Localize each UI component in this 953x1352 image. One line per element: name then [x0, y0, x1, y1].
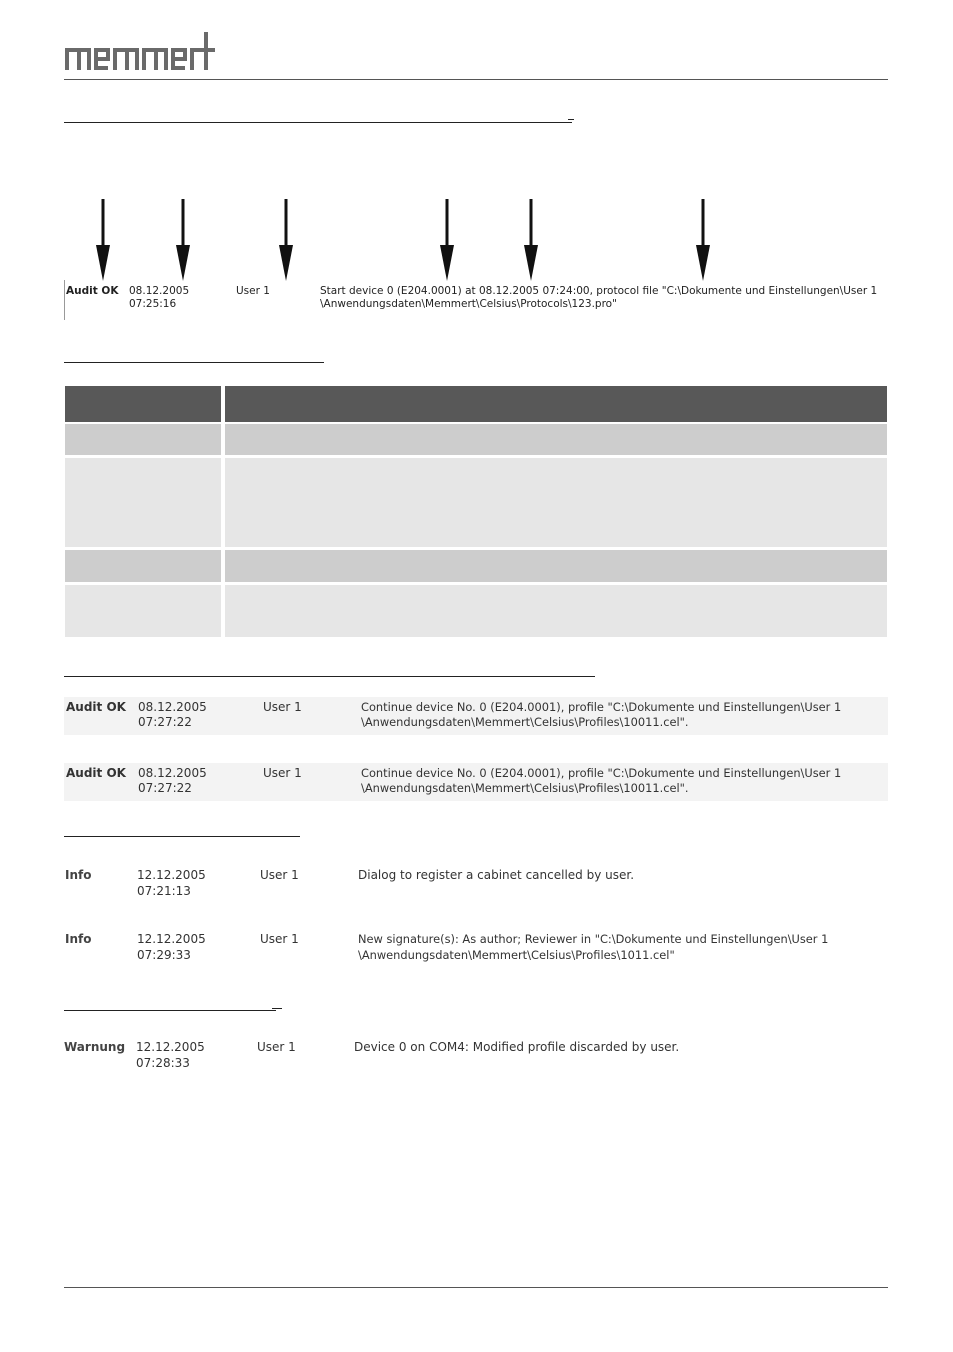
arrow-down-icon	[524, 199, 538, 281]
section-heading-line	[64, 836, 300, 837]
arrow-down-icon	[440, 199, 454, 281]
table-cell	[225, 585, 887, 637]
table-header-cell	[65, 386, 221, 422]
memmert-logo	[64, 30, 216, 72]
audit-message-line1: Continue device No. 0 (E204.0001), profile "C:\Dokumente und Einstellungen\User 1	[361, 700, 842, 714]
audit-type: Audit OK	[66, 766, 126, 780]
table-cell	[65, 585, 221, 637]
warning-user: User 1	[257, 1040, 296, 1054]
info-user: User 1	[260, 932, 299, 946]
info-message-line1: Dialog to register a cabinet cancelled by user.	[358, 868, 635, 882]
entry-figure-left-border	[64, 280, 65, 320]
audit-date: 08.12.2005	[138, 700, 207, 714]
entry-user: User 1	[236, 285, 270, 297]
table-cell	[65, 424, 221, 455]
section-heading-line-tail	[568, 119, 574, 120]
table-cell	[225, 424, 887, 455]
info-date: 12.12.2005	[137, 868, 206, 882]
info-message-line1: New signature(s): As author; Reviewer in "C:\Dokumente und Einstellungen\User 1	[358, 932, 829, 946]
table-row	[65, 585, 887, 637]
table-cell	[65, 550, 221, 582]
table-row	[65, 550, 887, 582]
info-type: Info	[65, 932, 92, 946]
arrow-down-icon	[696, 199, 710, 281]
arrow-down-icon	[279, 199, 293, 281]
table-row	[65, 458, 887, 547]
entry-date: 08.12.2005	[129, 285, 190, 297]
warning-type: Warnung	[64, 1040, 126, 1054]
section-heading-line	[64, 362, 324, 363]
audit-user: User 1	[263, 700, 302, 714]
entry-message-line2: \Anwendungsdaten\Memmert\Celsius\Protocols\123.pro"	[320, 298, 617, 310]
entry-time: 07:25:16	[129, 298, 177, 310]
section-heading-line	[64, 676, 595, 677]
info-message-line2: \Anwendungsdaten\Memmert\Celsius\Profiles\1011.cel"	[358, 948, 675, 962]
section-heading-line-tail	[272, 1008, 282, 1009]
audit-message-line2: \Anwendungsdaten\Memmert\Celsius\Profiles\10011.cel".	[361, 715, 689, 729]
table-cell	[225, 550, 887, 582]
info-time: 07:29:33	[137, 948, 191, 962]
info-type: Info	[65, 868, 92, 882]
warning-time: 07:28:33	[136, 1056, 190, 1070]
warning-message-line1: Device 0 on COM4: Modified profile discarded by user.	[354, 1040, 680, 1054]
table-cell	[65, 458, 221, 547]
audit-date: 08.12.2005	[138, 766, 207, 780]
entry-message-line1: Start device 0 (E204.0001) at 08.12.2005 07:24:00, protocol file "C:\Dokumente und Einstellungen\User 1	[320, 285, 878, 297]
table-header-row	[65, 386, 887, 422]
audit-message-line1: Continue device No. 0 (E204.0001), profile "C:\Dokumente und Einstellungen\User 1	[361, 766, 842, 780]
info-date: 12.12.2005	[137, 932, 206, 946]
info-time: 07:21:13	[137, 884, 191, 898]
audit-message-line2: \Anwendungsdaten\Memmert\Celsius\Profiles\10011.cel".	[361, 781, 689, 795]
audit-user: User 1	[263, 766, 302, 780]
audit-time: 07:27:22	[138, 715, 192, 729]
audit-time: 07:27:22	[138, 781, 192, 795]
entry-type: Audit OK	[66, 285, 119, 297]
section-heading-line	[64, 1010, 276, 1011]
table-row	[65, 424, 887, 455]
warning-date: 12.12.2005	[136, 1040, 205, 1054]
audit-type: Audit OK	[66, 700, 126, 714]
header-rule	[64, 79, 888, 80]
arrow-down-icon	[96, 199, 110, 281]
info-user: User 1	[260, 868, 299, 882]
arrow-down-icon	[176, 199, 190, 281]
footer-rule	[64, 1287, 888, 1288]
table-header-cell	[225, 386, 887, 422]
section-heading-line	[64, 122, 572, 123]
table-cell	[225, 458, 887, 547]
